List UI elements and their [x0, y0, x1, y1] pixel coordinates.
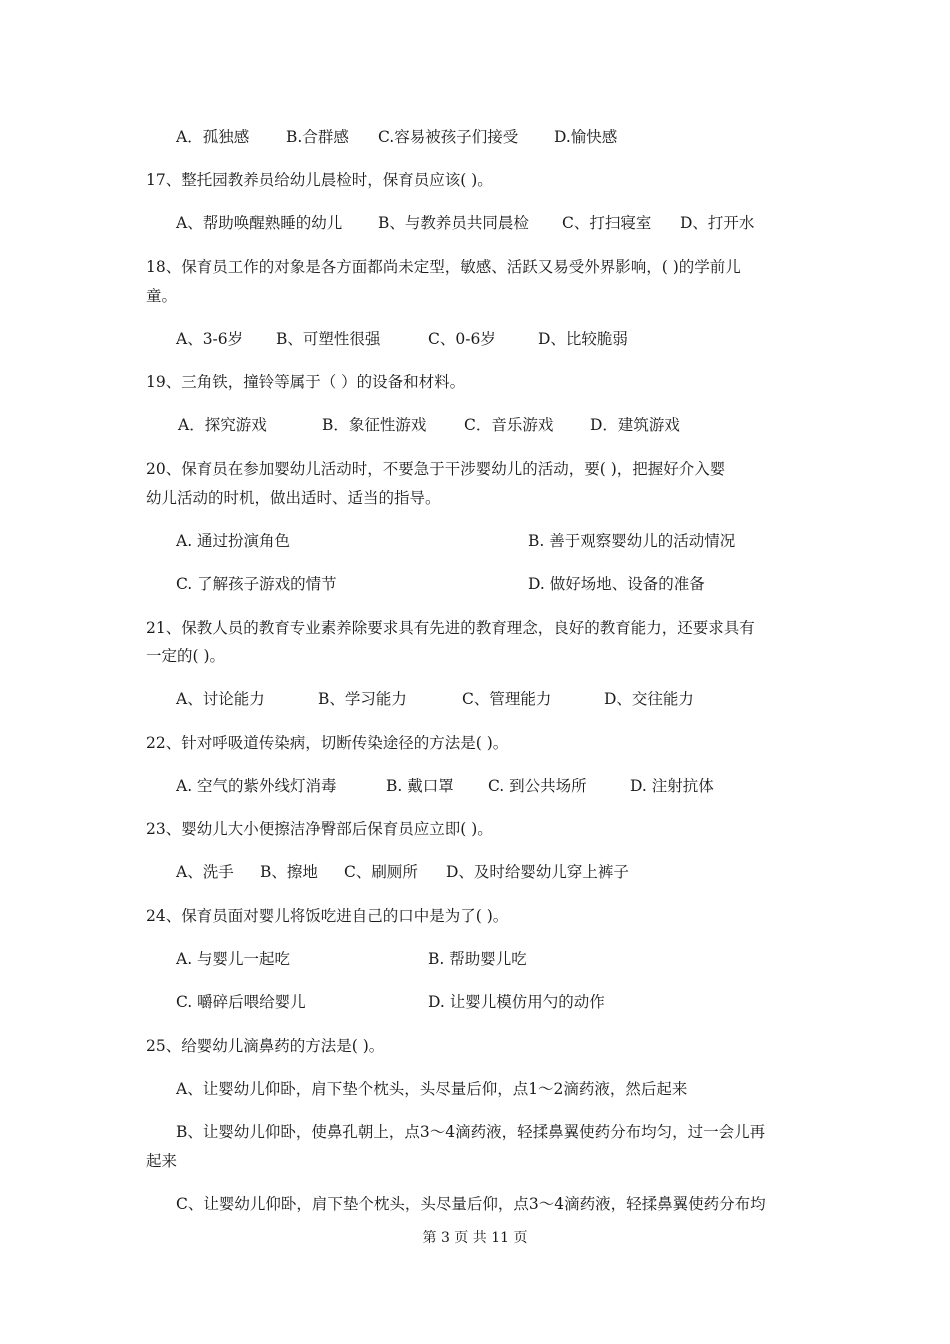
q18-option-b: B、可塑性很强 — [276, 330, 381, 348]
q24-option-d: D. 让婴儿模仿用勺的动作 — [428, 993, 605, 1011]
q20-option-d: D. 做好场地、设备的准备 — [528, 575, 705, 593]
q24-option-b: B. 帮助婴儿吃 — [428, 950, 527, 968]
q21-stem-line1: 21、保教人员的教育专业素养除要求具有先进的教育理念，良好的教育能力，还要求具有 — [146, 619, 755, 637]
q20-stem-line1: 20、保育员在参加婴幼儿活动时，不要急于干涉婴幼儿的活动，要( )，把握好介入婴 — [146, 460, 726, 478]
q17-option-d: D、打开水 — [680, 214, 755, 232]
q21-option-c: C、管理能力 — [462, 690, 552, 708]
q22-stem: 22、针对呼吸道传染病，切断传染途径的方法是( )。 — [146, 734, 509, 752]
q18-stem-line1: 18、保育员工作的对象是各方面都尚未定型，敏感、活跃又易受外界影响，( )的学前儿 — [146, 258, 741, 276]
q19-option-d: D．建筑游戏 — [590, 416, 680, 434]
q21-option-a: A、讨论能力 — [176, 690, 265, 708]
q23-option-d: D、及时给婴幼儿穿上裤子 — [446, 863, 629, 881]
page-footer: 第 3 页 共 11 页 — [422, 1230, 528, 1246]
q19-stem: 19、三角铁，撞铃等属于（ ）的设备和材料。 — [146, 373, 466, 391]
q22-option-a: A. 空气的紫外线灯消毒 — [176, 777, 337, 795]
q21-stem-line2: 一定的( )。 — [146, 647, 226, 665]
q19-option-c: C．音乐游戏 — [464, 416, 554, 434]
q23-option-a: A、洗手 — [176, 863, 234, 881]
q25-stem: 25、给婴幼儿滴鼻药的方法是( )。 — [146, 1037, 385, 1055]
q19-option-a: A．探究游戏 — [178, 416, 267, 434]
q20-option-c: C. 了解孩子游戏的情节 — [176, 575, 337, 593]
q22-option-d: D. 注射抗体 — [630, 777, 714, 795]
q23-option-c: C、刷厕所 — [344, 863, 418, 881]
q20-option-a: A. 通过扮演角色 — [176, 532, 291, 550]
q16-option-c: C.容易被孩子们接受 — [378, 128, 519, 146]
q21-option-b: B、学习能力 — [318, 690, 407, 708]
q16-option-b: B.合群感 — [286, 128, 349, 146]
q20-stem-line2: 幼儿活动的时机，做出适时、适当的指导。 — [146, 489, 441, 507]
q21-option-d: D、交往能力 — [604, 690, 694, 708]
q22-option-c: C. 到公共场所 — [488, 777, 587, 795]
q24-option-c: C. 嚼碎后喂给婴儿 — [176, 993, 306, 1011]
q25-option-b-line2: 起来 — [146, 1152, 178, 1170]
q25-option-c-line1: C、让婴幼儿仰卧，肩下垫个枕头，头尽量后仰，点3～4滴药液，轻揉鼻翼使药分布均 — [176, 1195, 766, 1213]
q24-stem: 24、保育员面对婴儿将饭吃进自己的口中是为了( )。 — [146, 907, 509, 925]
q18-option-a: A、3-6岁 — [176, 330, 244, 348]
q16-option-a: A．孤独感 — [176, 128, 250, 146]
q25-option-b-line1: B、让婴幼儿仰卧，使鼻孔朝上，点3～4滴药液，轻揉鼻翼使药分布均匀，过一会儿再 — [176, 1123, 766, 1141]
q23-stem: 23、婴幼儿大小便擦洁净臀部后保育员应立即( )。 — [146, 820, 493, 838]
q22-option-b: B. 戴口罩 — [386, 777, 454, 795]
q17-option-b: B、与教养员共同晨检 — [378, 214, 529, 232]
q18-option-c: C、0-6岁 — [428, 330, 496, 348]
q20-option-b: B. 善于观察婴幼儿的活动情况 — [528, 532, 736, 550]
q17-option-a: A、帮助唤醒熟睡的幼儿 — [176, 214, 343, 232]
q18-option-d: D、比较脆弱 — [538, 330, 628, 348]
q23-option-b: B、擦地 — [260, 863, 318, 881]
q25-option-a: A、让婴幼儿仰卧，肩下垫个枕头，头尽量后仰，点1～2滴药液，然后起来 — [176, 1080, 688, 1098]
q19-option-b: B．象征性游戏 — [322, 416, 427, 434]
q17-option-c: C、打扫寝室 — [562, 214, 652, 232]
q24-option-a: A. 与婴儿一起吃 — [176, 950, 291, 968]
q18-stem-line2: 童。 — [146, 287, 178, 305]
q16-option-d: D.愉快感 — [554, 128, 618, 146]
q17-stem: 17、整托园教养员给幼儿晨检时，保育员应该( )。 — [146, 171, 493, 189]
